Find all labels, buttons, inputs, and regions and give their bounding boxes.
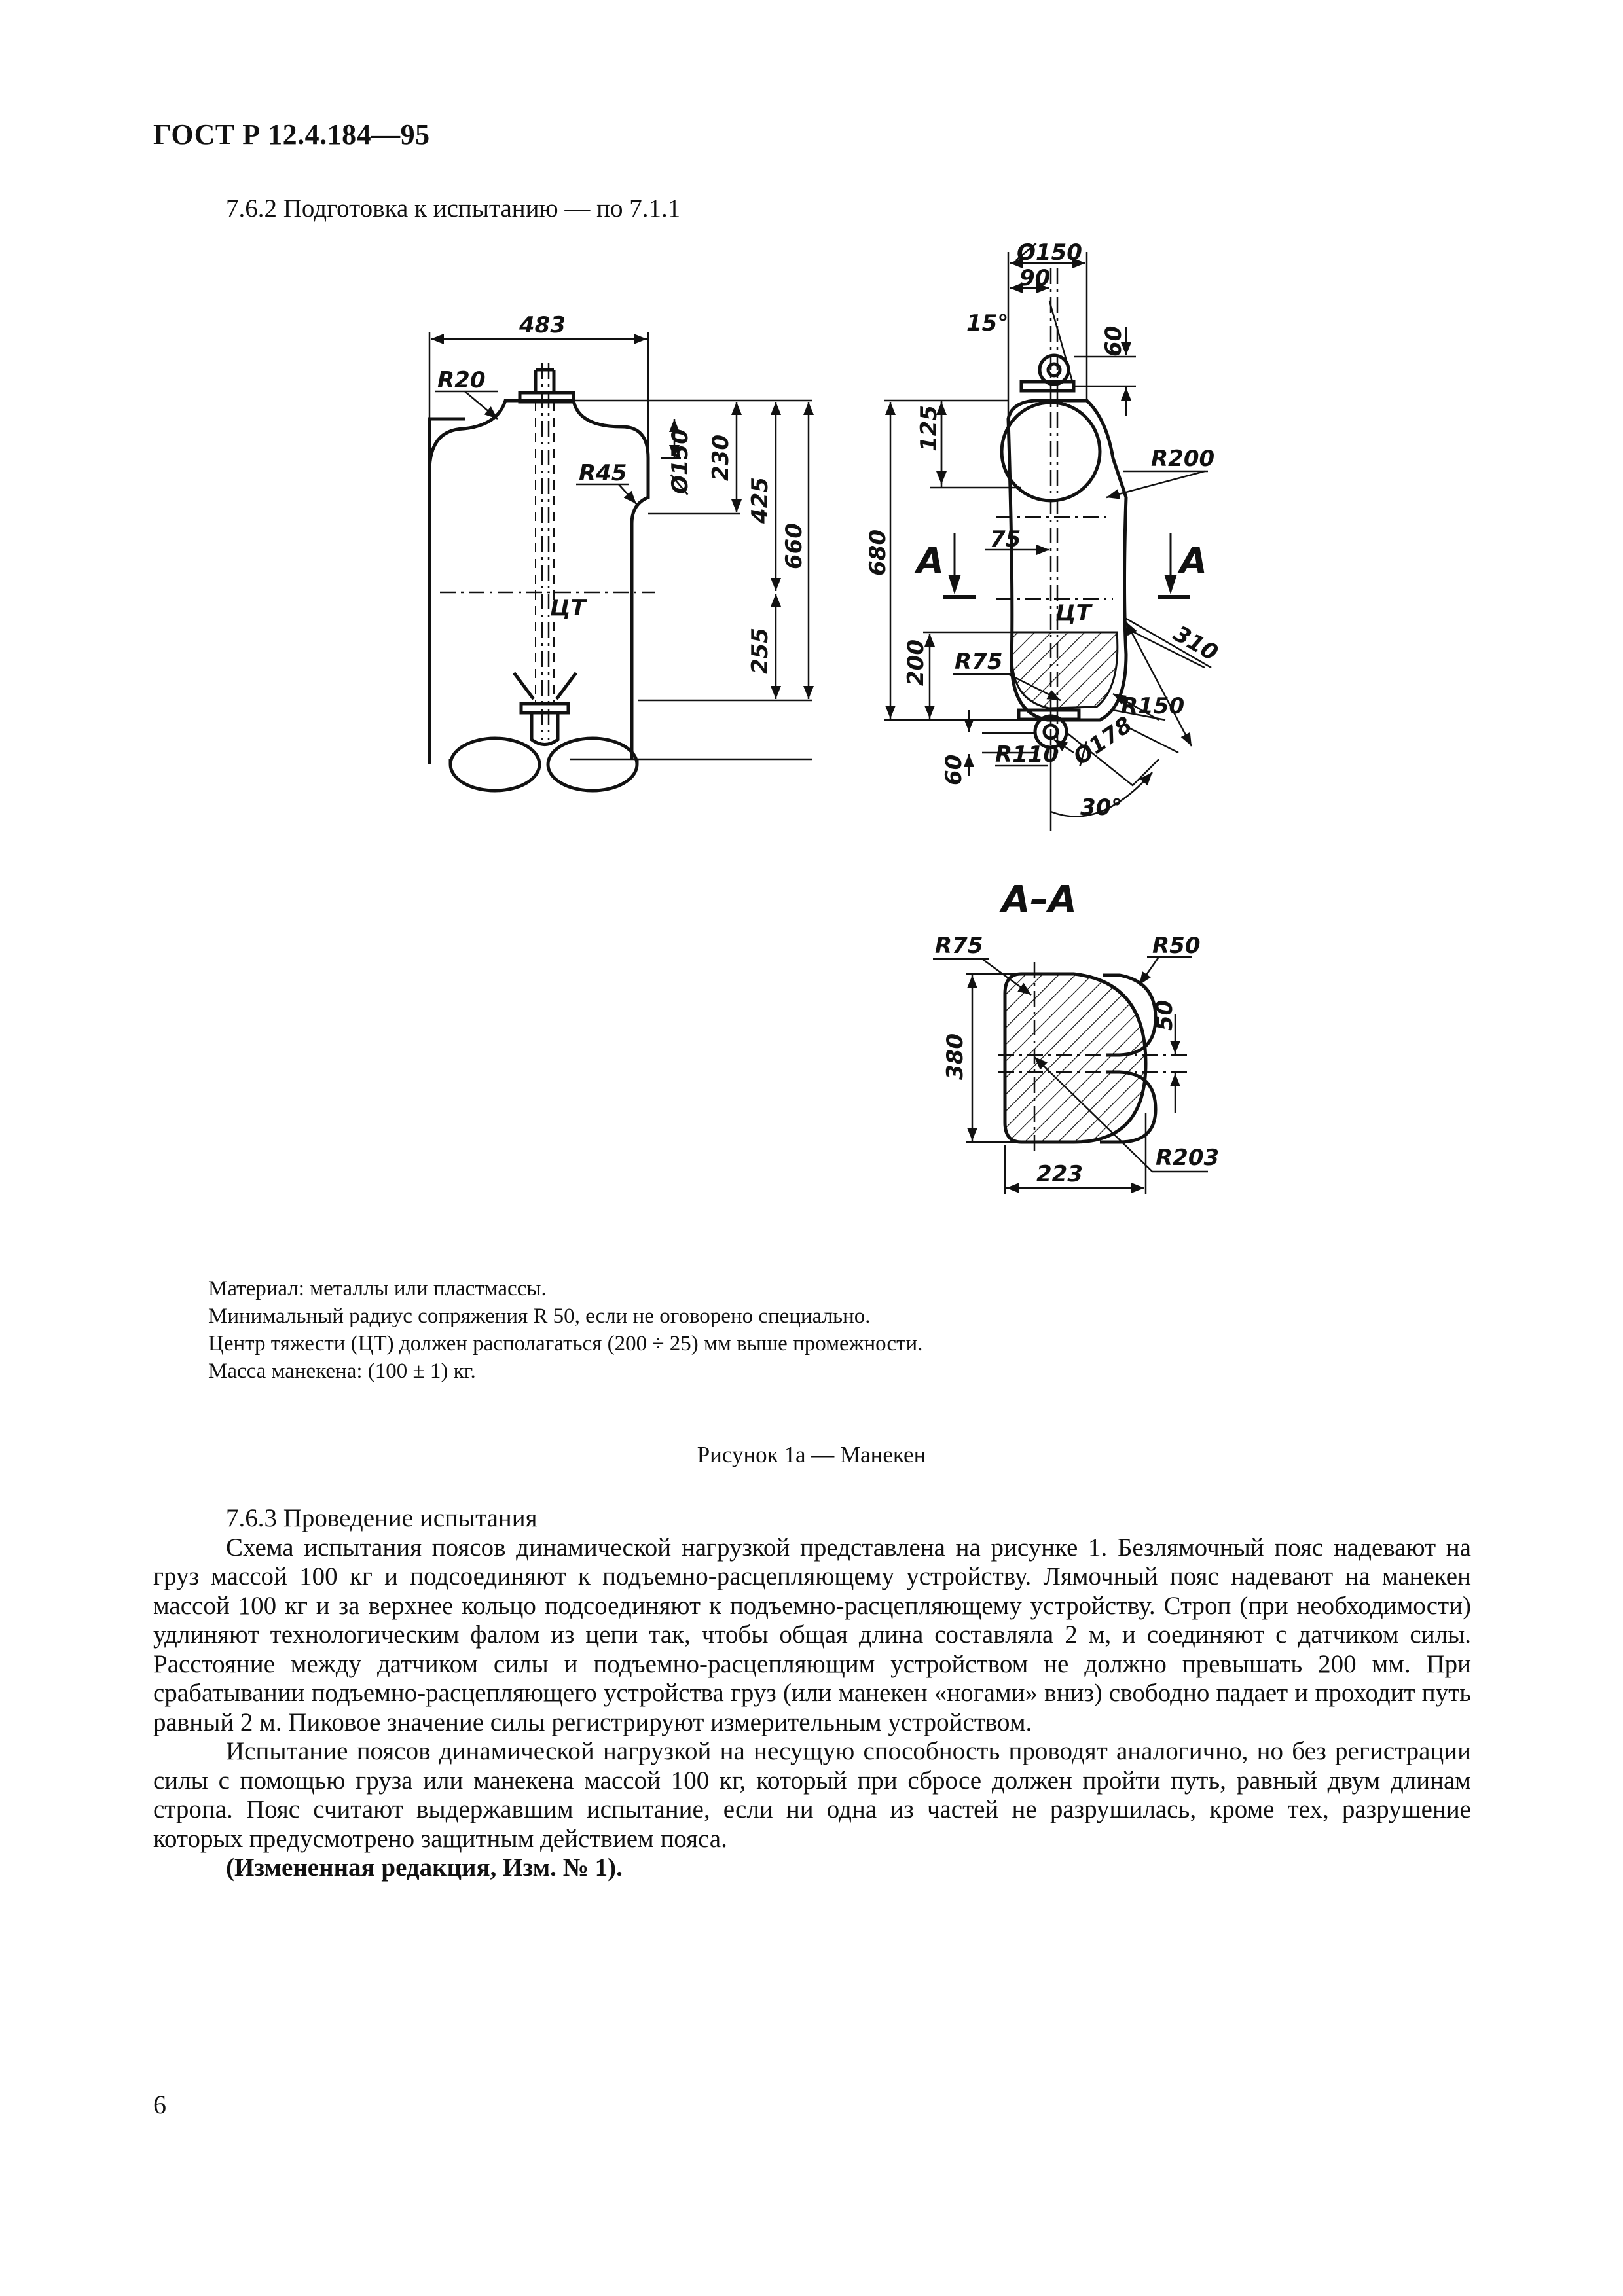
front-d425-label: 425 [747,477,773,524]
note-material: Материал: металлы или пластмассы. [208,1277,547,1300]
section-7-6-2: 7.6.2 Подготовка к испытанию — по 7.1.1 [226,194,681,223]
side-r150-label: R150 [1121,693,1185,719]
section-aa-view [1005,974,1156,1142]
document-header: ГОСТ Р 12.4.184—95 [153,118,430,151]
front-r20-label: R20 [437,367,486,393]
section-a-left-label: A [917,540,944,581]
side-ct-label: ЦТ [1055,600,1091,626]
amendment-note: (Измененная редакция, Изм. № 1). [226,1854,623,1882]
front-view-centerlines [440,363,655,740]
side-angle30-label: 30° [1080,795,1123,821]
note-mass: Масса манекена: (100 ± 1) кг. [208,1359,476,1383]
front-r45-label: R45 [579,460,627,486]
front-dimensions [429,332,812,759]
figure-notes [208,1275,922,1385]
side-d200-label: 200 [903,639,929,686]
page-number: 6 [153,2090,166,2119]
side-r75-label: R75 [955,649,1003,675]
front-d230-label: 230 [708,435,734,481]
section-aa-r203-label: R203 [1156,1145,1220,1171]
section-aa-d223-label: 223 [1036,1161,1083,1187]
section-7-6-3 [153,1504,1471,1883]
front-ct-label: ЦТ [550,595,586,621]
front-d660-label: 660 [781,523,807,569]
section-aa-r75-label: R75 [935,933,983,959]
front-view-inner-rod [536,402,554,704]
side-d60-bottom-label: 60 [941,754,967,785]
side-view-hatch [1012,632,1118,708]
front-d255-label: 255 [747,628,773,674]
paragraph: Испытание поясов динамической нагрузкой на несущую способность проводят аналогично, но без регистрации силы с помощью груза или манекена массой 100 кг, который при сбросе должен пройти путь, равный двум длинам стропа. Пояс считают выдержавшим испытание, если ни одна из частей не разрушилась, кроме тех, разрушение которых предусмотрено защитным действием пояса. [153,1737,1471,1853]
front-d150-label: Ø150 [667,429,693,494]
side-d75-label: 75 [990,526,1021,552]
side-d90-label: 90 [1019,265,1051,291]
section-marks [943,533,1190,597]
side-d125-label: 125 [916,405,942,452]
section-a-right-label: A [1180,540,1207,581]
front-view [429,370,648,791]
paragraph: Схема испытания поясов динамической нагрузкой представлена на рисунке 1. Безлямочный пояс надевают на груз массой 100 кг и подсоединяют к подъемно-расцепляющему устройству. Лямочный пояс надевают на манекен массой 100 кг и за верхнее кольцо подсоединяют к подъемно-расцепляющему устройству. Строп (при необходимости) удлиняют технологическим фалом из цепи так, чтобы общая длина составляла 2 м, и соединяют с датчиком силы. Расстояние между датчиком силы и подъемно-расцепляющим устройством не должно превышать 200 мм. При срабатывании подъемно-расцепляющего устройства груз (или манекен «ногами» вниз) свободно падает и проходит путь равный 2 м. Пиковое значение силы регистрируют измерительным устройством. [153,1533,1471,1736]
side-d150-label: Ø150 [1017,240,1082,266]
section-aa-title: A–A [1002,878,1077,921]
note-center-of-gravity: Центр тяжести (ЦТ) должен располагаться (200 ÷ 25) мм выше промежности. [208,1332,923,1355]
section-aa-d380-label: 380 [942,1033,968,1080]
side-d178-label: Ø178 [1068,711,1137,771]
side-d60-top-label: 60 [1101,325,1127,357]
figure-caption: Рисунок 1а — Манекен [697,1442,926,1467]
front-dimension-labels [437,312,807,674]
side-d680-label: 680 [865,529,891,576]
section-aa-d50-label: 50 [1152,999,1178,1031]
note-radius: Минимальный радиус сопряжения R 50, если не оговорено специально. [208,1304,871,1328]
side-r200-label: R200 [1151,446,1215,472]
side-d310-label: 310 [1169,620,1222,667]
section-aa-r50-label: R50 [1152,933,1201,959]
section-7-6-3-heading: 7.6.3 Проведение испытания [226,1504,538,1532]
front-width-label: 483 [519,312,566,338]
side-angle15-label: 15° [966,310,1009,336]
side-r110-label: R110 [995,742,1059,768]
